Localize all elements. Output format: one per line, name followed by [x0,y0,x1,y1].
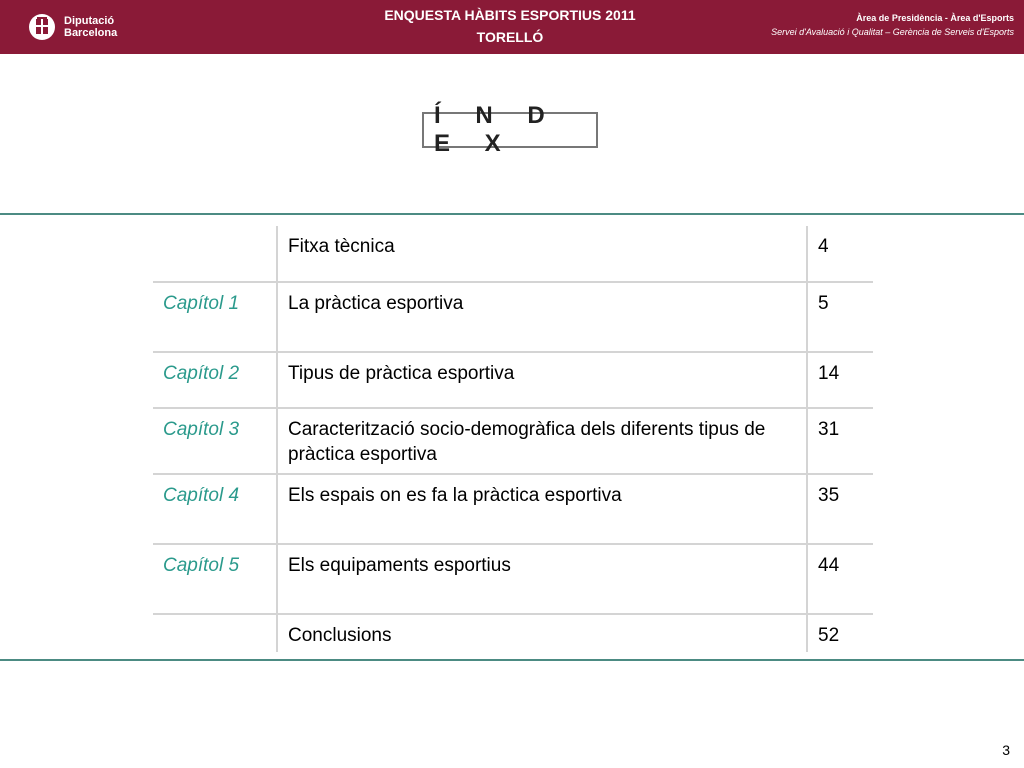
toc-chapter: Capítol 1 [163,293,240,314]
page-number: 3 [1002,742,1010,758]
toc-page: 4 [818,236,829,257]
toc-title: Tipus de pràctica esportiva [277,352,807,408]
toc-chapter: Capítol 2 [163,363,240,384]
toc-page: 5 [818,293,829,314]
logo-line-2: Barcelona [64,27,118,39]
toc-row [153,352,873,408]
diputacio-logo [28,12,117,42]
toc-title: La pràctica esportiva [277,282,807,352]
toc-chapter: Capítol 4 [163,485,240,506]
toc-row [153,544,873,614]
crest-icon [28,12,56,42]
toc-chapter: Capítol 3 [163,419,240,440]
toc-row [153,282,873,352]
toc-title: Els equipaments esportius [277,544,807,614]
toc-row [153,474,873,544]
title-line-2: TORELLÓ [476,29,544,45]
title-line-1: ENQUESTA HÀBITS ESPORTIUS 2011 [384,7,636,23]
toc-page: 44 [818,555,840,576]
bottom-divider [0,659,1024,661]
header-right-info [771,11,1014,39]
toc-title: Caracterització socio-demogràfica dels diferents tipus de pràctica esportiva [277,408,807,474]
toc-title: Els espais on es fa la pràctica esportiva [277,474,807,544]
header-band [0,0,1024,54]
document-title [330,4,690,48]
toc-row [153,408,873,474]
toc-chapter: Capítol 5 [163,555,240,576]
top-divider [0,213,1024,215]
toc-row [153,614,873,652]
service-text: Servei d'Avaluació i Qualitat – Gerència de Serveis d'Esports [771,27,1014,37]
toc-page: 52 [818,625,840,646]
logo-line-1: Diputació [64,15,115,27]
table-of-contents [153,226,873,652]
toc-page: 14 [818,363,840,384]
toc-page: 31 [818,419,840,440]
toc-page: 35 [818,485,840,506]
area-text: Àrea de Presidència - Àrea d'Esports [856,13,1014,23]
toc-chapter [153,614,277,652]
toc-title: Conclusions [277,614,807,652]
index-title-box: Í N D E X [422,112,598,148]
toc-title: Fitxa tècnica [277,226,807,282]
toc-chapter [153,226,277,282]
toc-row [153,226,873,282]
